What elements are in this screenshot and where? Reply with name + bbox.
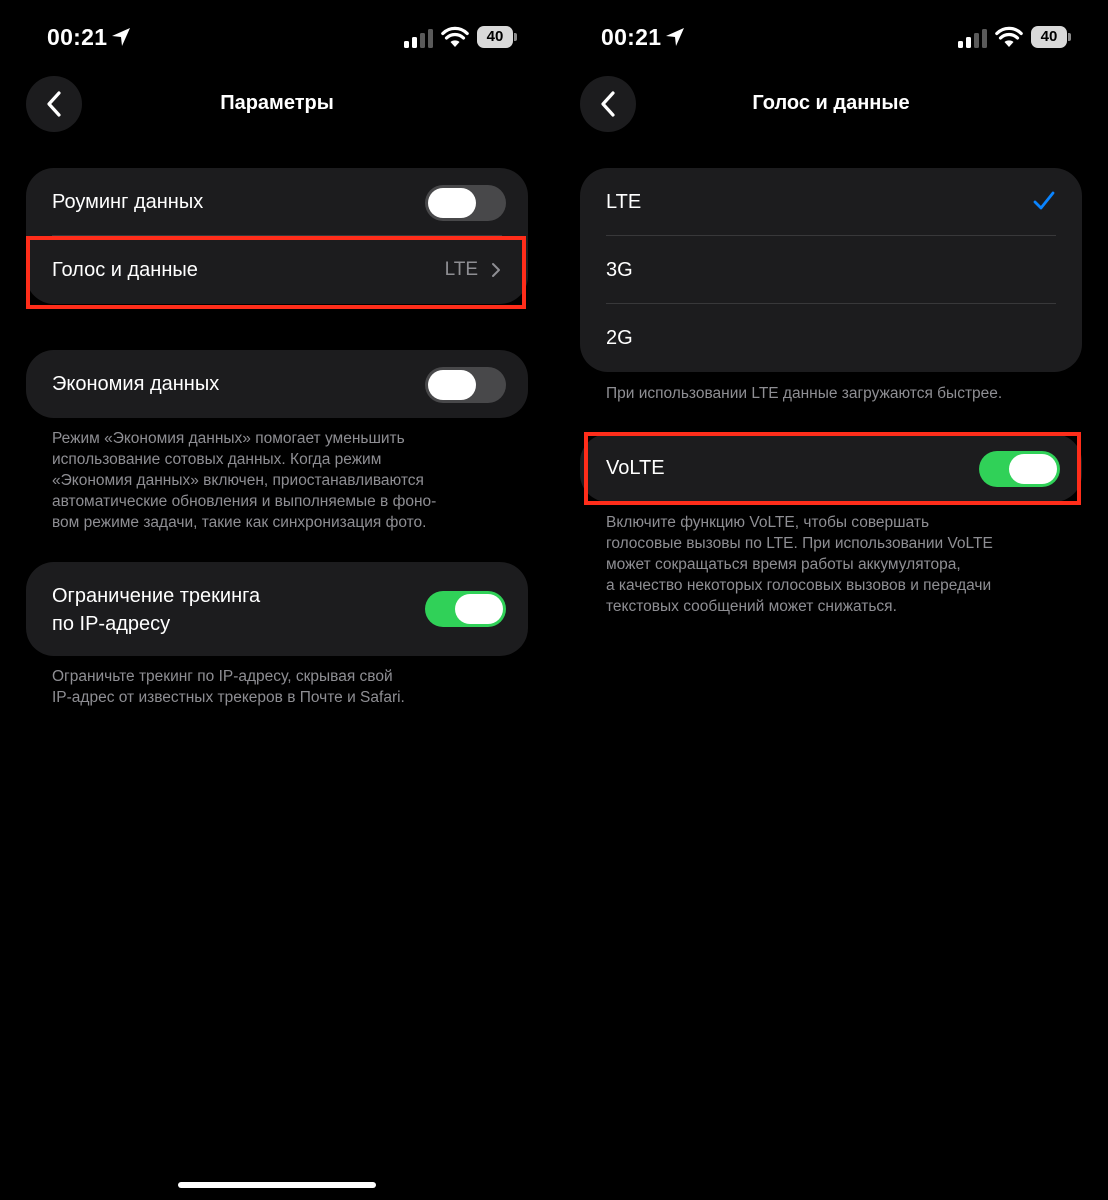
footnote-line: использование сотовых данных. Когда режим	[52, 451, 382, 468]
toggle-knob	[428, 188, 476, 218]
option-lte-label: LTE	[606, 191, 642, 213]
ip-tracking-label-line2: по IP-адресу	[52, 613, 171, 635]
data-saver-toggle[interactable]	[425, 367, 506, 403]
footnote-line: Включите функцию VoLTE, чтобы совершать	[606, 514, 930, 531]
footnote-line: вом режиме задачи, такие как синхронизация фото.	[52, 514, 427, 531]
footnote-line: IP-адрес от известных трекеров в Почте и Safari.	[52, 689, 405, 706]
ip-tracking-label-line1: Ограничение трекинга	[52, 585, 261, 607]
footnote-line: может сокращаться время работы аккумулятора,	[606, 556, 961, 573]
row-data-roaming	[26, 168, 528, 236]
voice-and-data-value: LTE	[444, 259, 478, 280]
ip-tracking-footnote	[52, 666, 512, 708]
battery-icon	[1031, 26, 1071, 48]
ip-tracking-label	[52, 582, 260, 638]
wifi-icon	[441, 26, 469, 48]
option-lte[interactable]	[580, 168, 1082, 236]
location-arrow-icon	[664, 26, 686, 48]
footnote-line: Ограничьте трекинг по IP-адресу, скрывая свой	[52, 668, 393, 685]
battery-level: 40	[486, 28, 504, 45]
option-3g-label: 3G	[606, 259, 633, 281]
option-2g-label: 2G	[606, 327, 633, 349]
status-time: 00:21	[47, 24, 108, 50]
page-title: Голос и данные	[752, 92, 910, 114]
right-screen	[554, 0, 1108, 1200]
cellular-signal-icon	[958, 28, 988, 48]
row-data-saver	[26, 350, 528, 418]
highlight-voice-and-data	[26, 236, 526, 309]
wifi-icon	[995, 26, 1023, 48]
ip-tracking-group	[26, 562, 528, 656]
footnote-line: голосовые вызовы по LTE. При использовании VoLTE	[606, 535, 993, 552]
data-roaming-toggle[interactable]	[425, 185, 506, 221]
highlight-volte	[584, 432, 1081, 505]
status-bar	[0, 22, 554, 54]
volte-label: VoLTE	[606, 457, 665, 479]
option-2g[interactable]	[580, 304, 1082, 372]
status-time: 00:21	[601, 24, 662, 50]
footnote-line: Режим «Экономия данных» помогает уменьшить	[52, 430, 405, 447]
cellular-signal-icon	[404, 28, 434, 48]
option-3g[interactable]	[580, 236, 1082, 304]
footnote-line: При использовании LTE данные загружаются быстрее.	[606, 385, 1003, 402]
ip-tracking-toggle[interactable]	[425, 591, 506, 627]
battery-cap	[514, 33, 517, 41]
data-saver-footnote	[52, 428, 512, 533]
data-saver-label: Экономия данных	[52, 373, 220, 395]
network-mode-group	[580, 168, 1082, 372]
data-saver-group	[26, 350, 528, 418]
data-roaming-label: Роуминг данных	[52, 191, 204, 213]
row-ip-tracking	[26, 562, 528, 656]
status-bar	[554, 22, 1108, 54]
page-title: Параметры	[220, 92, 334, 114]
footnote-line: «Экономия данных» включен, приостанавливаются	[52, 472, 424, 489]
battery-level: 40	[1040, 28, 1058, 45]
footnote-line: текстовых сообщений может снижаться.	[606, 598, 897, 615]
battery-icon	[477, 26, 517, 48]
location-arrow-icon	[110, 26, 132, 48]
footnote-line: автоматические обновления и выполняемые в фоно-	[52, 493, 437, 510]
checkmark-icon	[1032, 190, 1056, 212]
voice-and-data-label: Голос и данные	[52, 259, 198, 281]
footnote-line: а качество некоторых голосовых вызовов и передачи	[606, 577, 992, 594]
volte-footnote	[606, 512, 1066, 617]
network-mode-footnote	[606, 383, 1066, 404]
home-indicator[interactable]	[178, 1182, 376, 1188]
toggle-knob	[455, 594, 503, 624]
toggle-knob	[428, 370, 476, 400]
battery-cap	[1068, 33, 1071, 41]
